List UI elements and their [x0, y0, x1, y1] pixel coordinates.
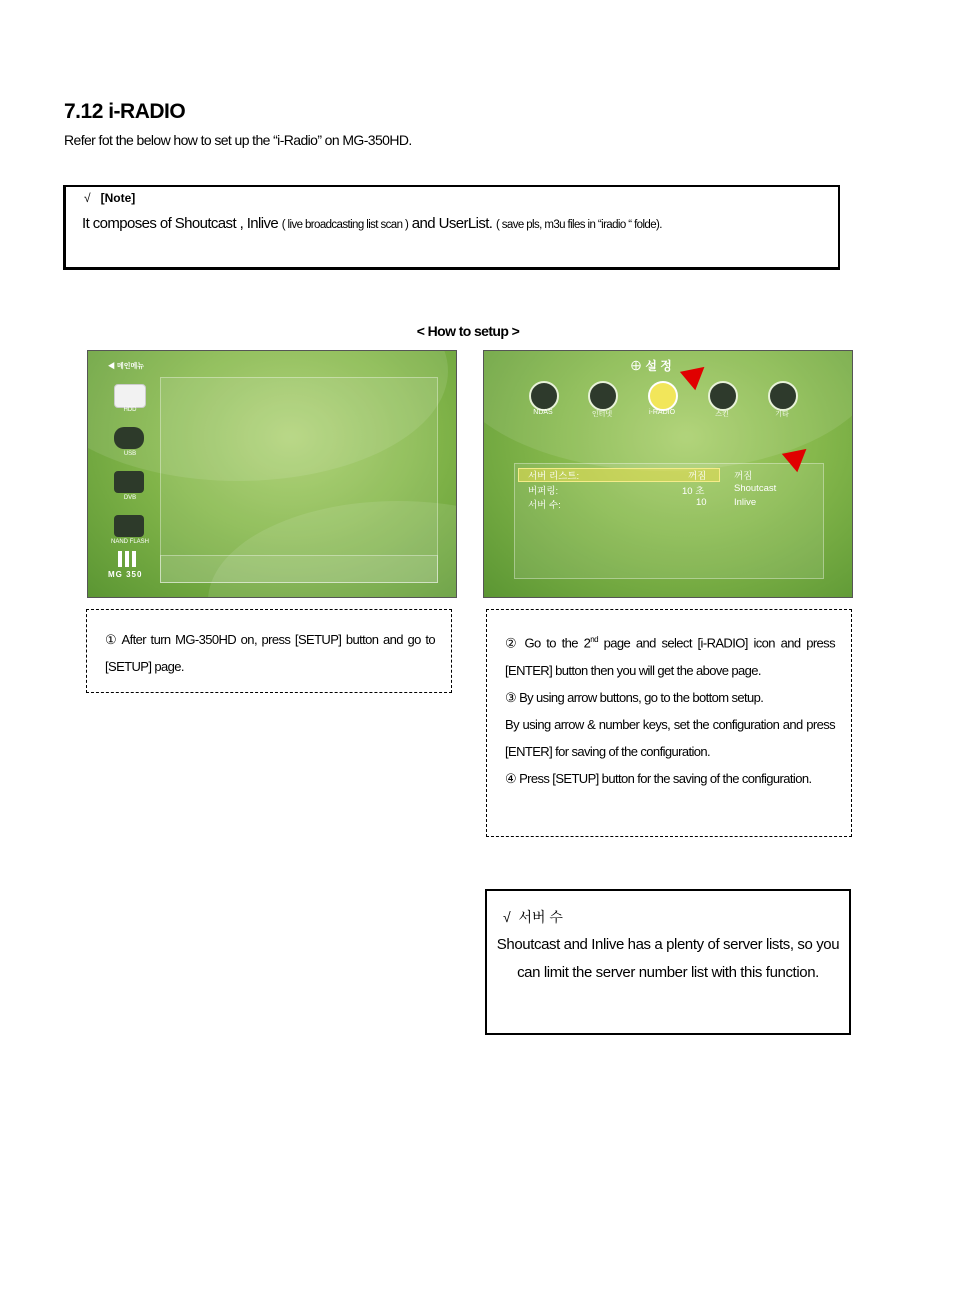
step2-text — [505, 626, 835, 684]
step1-text: ① After turn MG-350HD on, press [SETUP] button and go to [SETUP] page. — [105, 632, 435, 675]
note-heading-label: [Note] — [100, 191, 136, 205]
server-count-note — [485, 889, 851, 1035]
setting-label-server-count: 서버 수: — [528, 500, 561, 511]
note-text-e: ). — [656, 219, 662, 231]
setup-header: ⊕ 설 정 — [630, 359, 672, 373]
setting-label-server-list: 서버 리스트: — [528, 471, 580, 482]
check-icon: √ — [503, 909, 511, 925]
nand-flash-icon[interactable] — [114, 515, 144, 537]
setting-value-server-count[interactable]: 10 — [696, 497, 707, 508]
main-menu-screenshot — [87, 350, 457, 598]
side-label-hdd: HDD — [123, 407, 137, 413]
usb-icon[interactable] — [114, 427, 144, 449]
status-panel — [160, 555, 438, 583]
note-text-d: ( save pls, m3u files in “iradio “ folde — [495, 219, 657, 231]
side-label-dvb: DVB — [123, 495, 137, 501]
icon-label-etc: 기타 — [775, 411, 789, 418]
note-text — [82, 215, 662, 232]
device-logo: MG 350 — [108, 570, 143, 579]
setting-option-inlive[interactable]: Inlive — [734, 497, 757, 508]
hdd-icon[interactable] — [114, 384, 146, 408]
step3-text: ③ By using arrow buttons, go to the bottom setup. — [505, 689, 764, 705]
setup-screenshot — [483, 350, 853, 598]
setting-option-server-list[interactable]: 꺼짐 — [734, 471, 753, 482]
content-panel — [160, 377, 438, 583]
section-title: 7.12 i-RADIO — [64, 100, 186, 123]
setting-option-shoutcast[interactable]: Shoutcast — [734, 483, 777, 494]
setting-value-server-list[interactable]: 꺼짐 — [688, 471, 707, 482]
dvb-icon[interactable] — [114, 471, 144, 493]
step3b-text: By using arrow & number keys, set the configuration and press [ENTER] for saving of the configuration. — [505, 716, 835, 760]
radio-icon[interactable] — [648, 381, 678, 411]
note-box — [63, 185, 840, 270]
caption-steps — [486, 609, 852, 837]
server-count-heading — [503, 907, 563, 927]
grid-icon — [118, 551, 138, 567]
etc-icon[interactable] — [768, 381, 798, 411]
server-count-heading-label: 서버 수 — [518, 909, 563, 925]
icon-label-iradio: i-RADIO — [648, 409, 676, 416]
server-count-text: Shoutcast and Inlive has a plenty of server lists, so you can limit the server number list with this function. — [496, 936, 840, 981]
intro-text: Refer fot the below how to set up the “i-Radio” on MG-350HD. — [64, 132, 412, 148]
nas-icon[interactable] — [529, 381, 559, 411]
step4-text: ④ Press [SETUP] button for the saving of the configuration. — [505, 771, 812, 787]
internet-icon[interactable] — [588, 381, 618, 411]
step2-text-a: ② Go to the 2 — [505, 635, 591, 651]
side-label-nand: NAND FLASH — [110, 539, 149, 545]
back-label: ◀ 메인메뉴 — [108, 363, 144, 370]
note-text-a: It composes of Shoutcast , Inlive — [82, 215, 282, 232]
note-text-b: ( live broadcasting list scan ) — [281, 219, 409, 231]
note-text-c: and UserList. — [408, 215, 496, 232]
caption-step1 — [86, 609, 452, 693]
step2-sup: nd — [590, 635, 598, 644]
check-icon: √ — [84, 191, 91, 205]
skin-icon[interactable] — [708, 381, 738, 411]
icon-label-internet: 인터넷 — [591, 411, 613, 418]
setting-label-buffering: 버퍼링: — [528, 486, 559, 497]
setting-value-buffering[interactable]: 10 초 — [682, 486, 705, 497]
side-label-usb: USB — [123, 451, 137, 457]
how-to-heading: < How to setup > — [416, 323, 520, 339]
icon-label-ndas: NDAS — [533, 409, 553, 416]
step2-text-b: page and select [i-RADIO] icon and press [ENTER] button then you will get the above page. — [505, 635, 835, 678]
icon-label-skin: 스킨 — [715, 411, 729, 418]
note-heading — [84, 191, 135, 205]
